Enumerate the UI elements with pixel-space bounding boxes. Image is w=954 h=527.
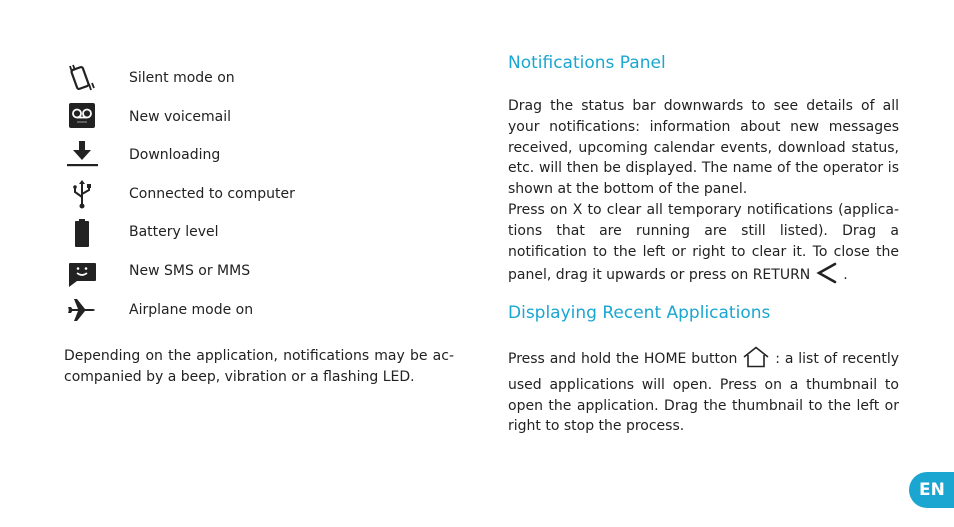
status-label: Connected to computer: [129, 186, 295, 202]
home-icon: [742, 346, 770, 375]
sms-icon: [64, 255, 100, 287]
usb-icon: [64, 178, 100, 210]
status-row-silent: [64, 62, 464, 94]
status-label: Airplane mode on: [129, 302, 254, 318]
status-label: New SMS or MMS: [129, 263, 251, 279]
return-icon: [815, 262, 839, 291]
recent-apps-heading: Displaying Recent Applications: [508, 303, 771, 323]
airplane-icon: [64, 294, 100, 326]
status-row-battery: [64, 216, 464, 248]
battery-icon: [64, 216, 100, 248]
recent-apps-text-after: : a list of recently used applications will open. Press on a thumbnail to open the application. Drag the thumbnail to the left or right to stop the process.: [508, 351, 900, 435]
language-badge: [909, 472, 954, 508]
status-row-sms: [64, 255, 464, 287]
notifications-note: Depending on the application, notifications may be accompanied by a beep, vibration or a flashing LED.: [64, 348, 454, 385]
status-label: Battery level: [129, 224, 219, 240]
recent-apps-paragraph: [508, 346, 899, 437]
notifications-panel-paragraph: [508, 96, 899, 291]
language-badge-label: EN: [919, 480, 945, 500]
status-label: New voicemail: [129, 109, 232, 125]
notifications-panel-heading: Notifications Panel: [508, 53, 666, 73]
notifications-panel-para2-end: .: [843, 267, 848, 284]
recent-apps-text-before: Press and hold the HOME button: [508, 351, 738, 367]
silent-mode-icon: [64, 62, 100, 94]
status-label: Downloading: [129, 147, 221, 163]
download-icon: [64, 139, 100, 171]
status-row-airplane: [64, 294, 464, 326]
status-label: Silent mode on: [129, 70, 235, 86]
status-row-usb: [64, 178, 464, 210]
status-row-voicemail: [64, 101, 464, 133]
notifications-panel-para1: Drag the status bar downwards to see details of all your notifications: information about new messages received, upcoming calendar events, download status, etc. will then be displayed. The name of the operator is shown at the bottom of the panel.: [508, 98, 899, 198]
voicemail-icon: [64, 101, 100, 133]
status-row-downloading: [64, 139, 464, 171]
notifications-panel-para2: Press on X to clear all temporary notifications (applications that are running are still listed). Drag a notification to the left or right to clear it. To close the panel, drag it upwards or press on RETURN: [508, 201, 899, 284]
